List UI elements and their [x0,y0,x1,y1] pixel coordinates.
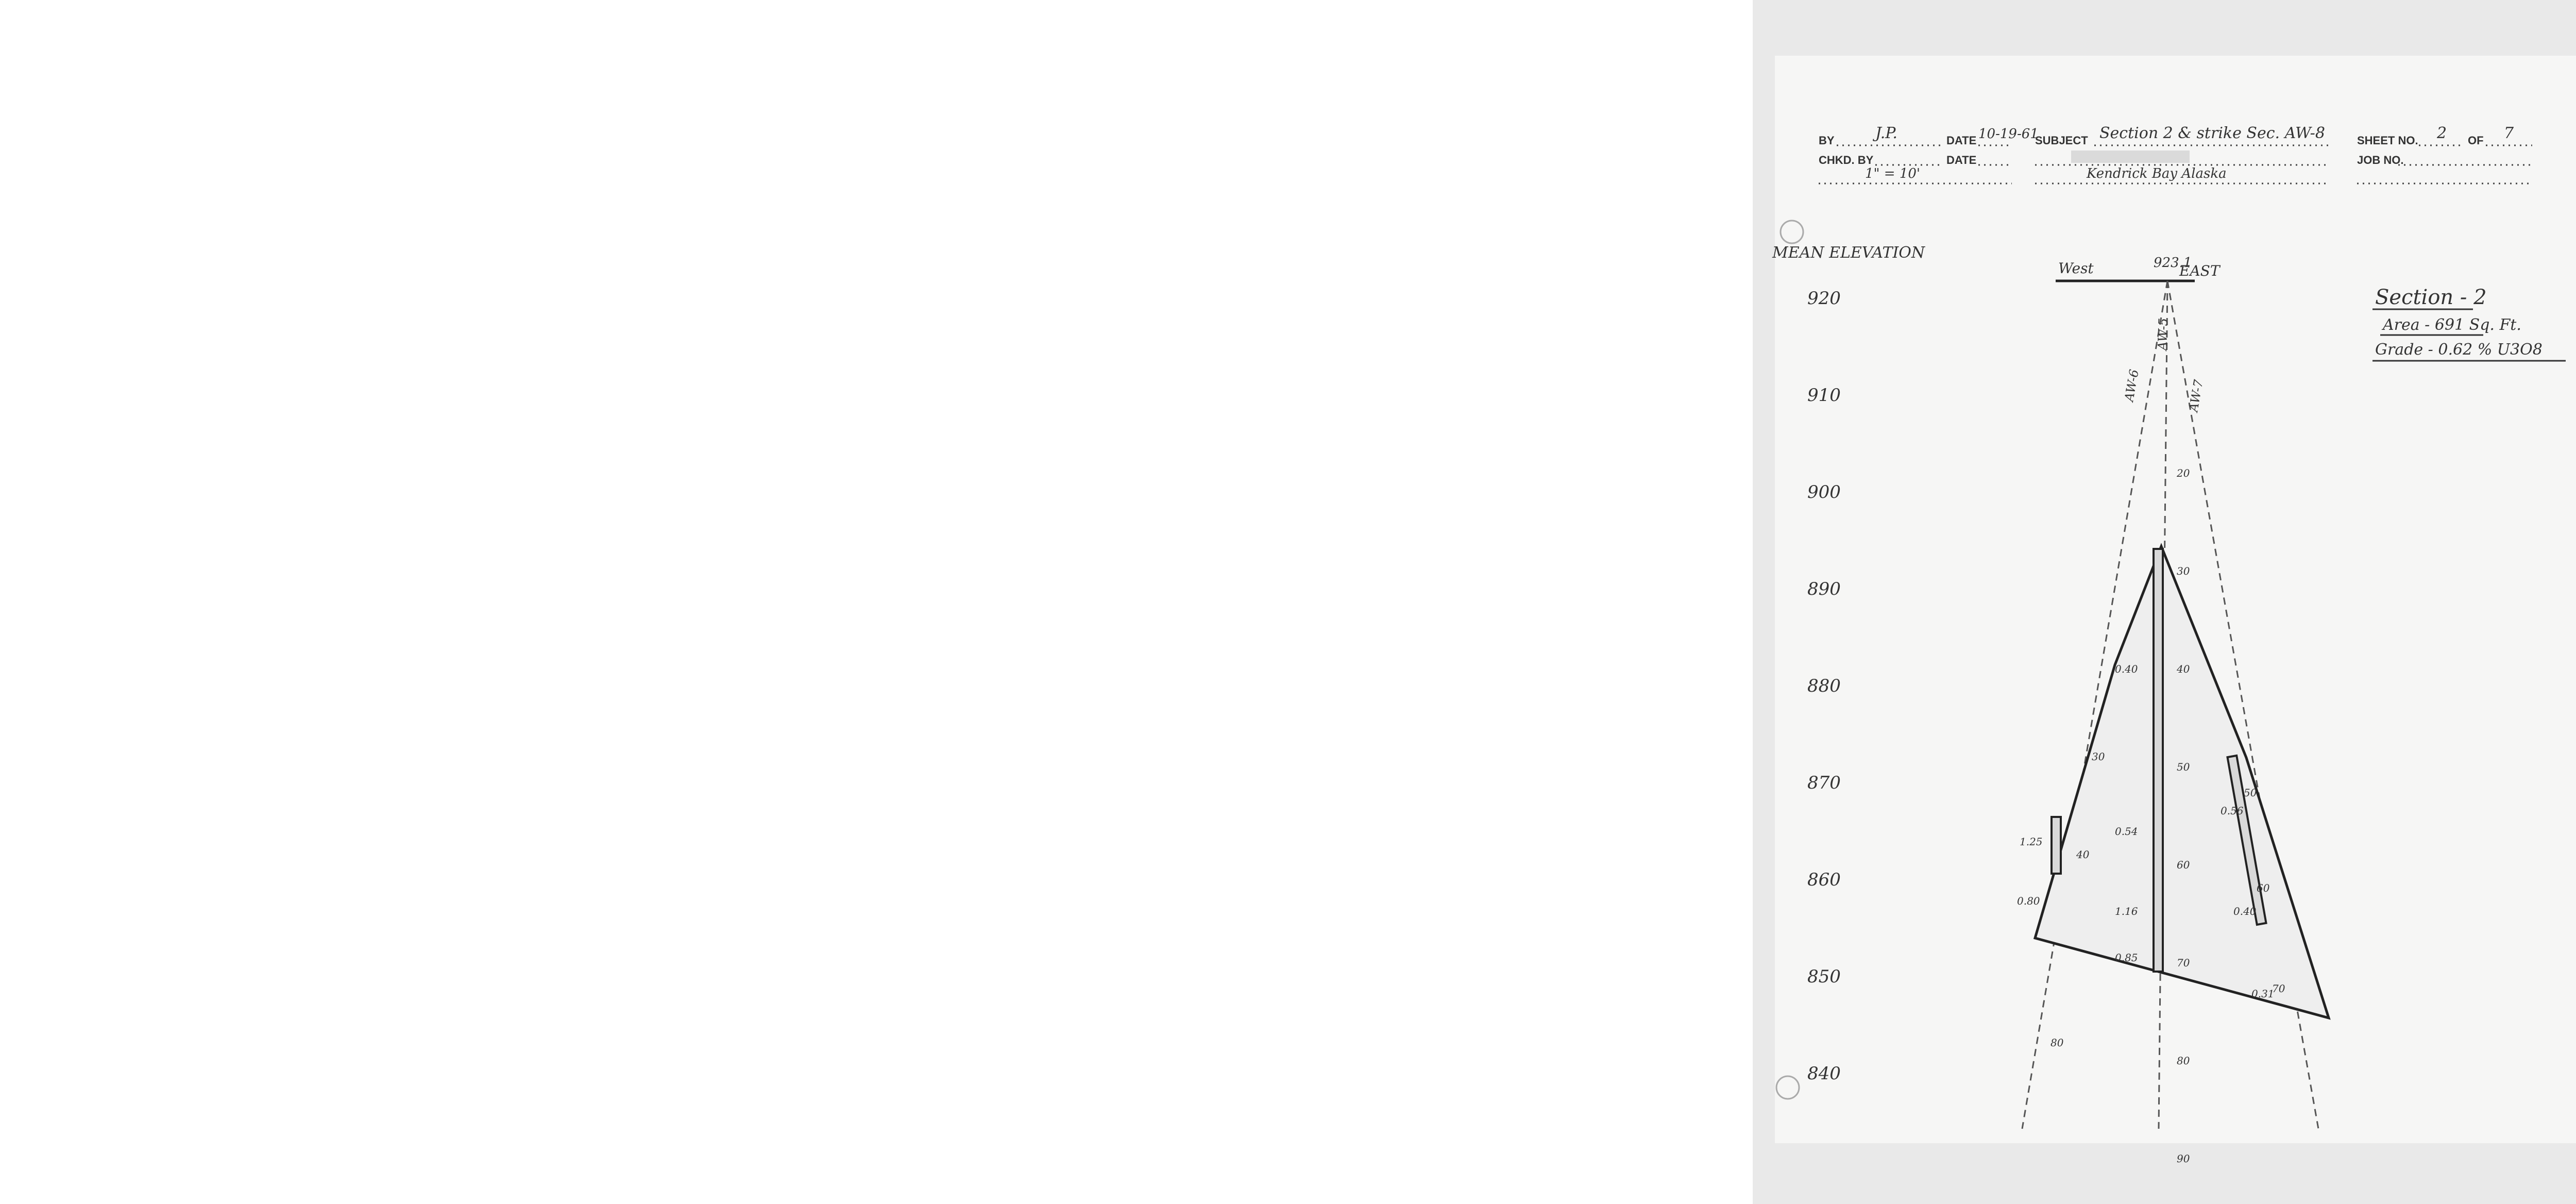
elevation-label: 900 [1807,482,1841,503]
depth-mark-aw5-left: 40 [2177,663,2190,675]
grade-value-aw7: 0.31 [2251,988,2275,1000]
title-block [1819,124,2532,183]
elevation-axis [1772,244,1926,1084]
hole-label-aw5-left: AW-5 [2155,317,2171,351]
elevation-axis-title: MEAN ELEVATION [1772,244,1925,262]
job-no-label: JOB NO. [2357,154,2404,166]
depth-mark-aw5-left: 30 [2177,565,2190,577]
punch-hole [1781,221,1803,243]
grade-value-aw7: 0.40 [2233,905,2257,917]
depth-mark-aw7: 70 [2272,982,2285,995]
depth-mark-aw7: 60 [2257,882,2270,894]
depth-mark-aw5-left: 90 [2177,1152,2190,1165]
ore-body-left [2035,546,2329,1018]
of-label: OF [2468,134,2484,147]
elevation-label: 890 [1807,579,1841,599]
sheet-no-value: 2 [2437,124,2447,142]
depth-mark-aw5-left: 80 [2177,1055,2190,1067]
elevation-label: 920 [1807,288,1841,309]
elevation-label: 840 [1807,1063,1841,1084]
depth-mark-aw6: 80 [2050,1036,2064,1049]
date-value: 10-19-61 [1978,126,2039,142]
depth-mark-aw6: 30 [2092,750,2105,763]
date-label: DATE [1946,134,1977,147]
depth-mark-aw5-left: 70 [2177,957,2190,969]
left-top-elevation: 923.1 [2154,255,2192,271]
west-label: West [2058,260,2094,277]
grade-value-aw5-left: 0.85 [2115,951,2138,964]
punch-hole [1776,1076,1799,1099]
grade-value-aw5-left: 1.16 [2115,905,2138,917]
hole-label-aw7: AW-7 [2186,378,2206,413]
of-value: 7 [2504,124,2514,142]
elevation-label: 880 [1807,676,1841,696]
subject-label: SUBJECT [2035,134,2088,147]
location-value: Kendrick Bay Alaska [2087,166,2227,181]
section-west-east [2017,255,2329,1165]
by-label: BY [1819,134,1835,147]
hole-label-aw6: AW-6 [2122,368,2142,403]
checked-date-label: DATE [1946,154,1977,166]
elevation-label: 910 [1807,385,1841,406]
elevation-label: 850 [1807,966,1841,987]
grade-value-aw7: 0.56 [2221,805,2244,817]
depth-mark-aw5-left: 20 [2177,467,2190,479]
checked-by-label: CHKD. BY [1819,154,1874,166]
depth-mark-aw5-left: 60 [2177,859,2190,871]
assay-column-aw6 [2052,817,2061,874]
grade-value-aw6: 0.80 [2017,895,2040,907]
by-value: J.P. [1875,124,1897,142]
scale-value: 1" = 10' [1865,166,1921,181]
east-label: EAST [2179,262,2220,279]
depth-mark-aw5-left: 50 [2177,761,2190,773]
sheet-no-label: SHEET NO. [2357,134,2418,147]
grade-value-aw5-left: 0.54 [2115,825,2138,838]
depth-mark-aw7: 50 [2244,787,2257,799]
section-grade: Grade - 0.62 % U3O8 [2375,341,2543,359]
section-title: Section - 2 [2375,286,2487,309]
section-summary-note [2372,286,2566,361]
grade-value-aw5-left: 0.40 [2115,663,2138,675]
assay-column-aw5-left [2154,549,2163,972]
section-area: Area - 691 Sq. Ft. [2383,316,2521,334]
subject-value: Section 2 & strike Sec. AW-8 [2099,124,2325,142]
elevation-label: 860 [1807,869,1841,890]
grade-value-aw6: 1.25 [2020,835,2043,848]
depth-mark-aw6: 40 [2076,848,2090,861]
elevation-label: 870 [1807,773,1841,793]
